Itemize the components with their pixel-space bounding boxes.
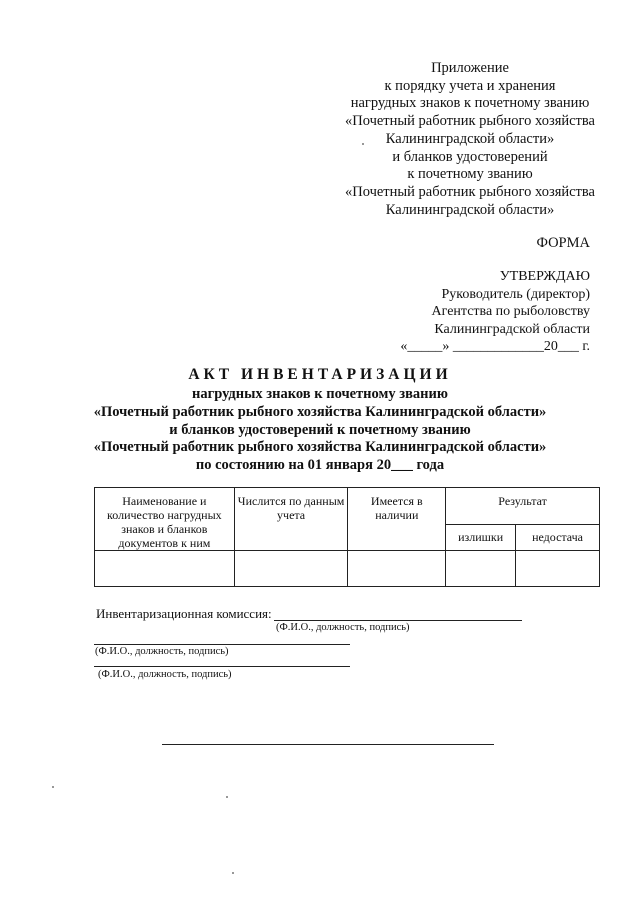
appendix-line: и бланков удостоверений: [392, 148, 548, 165]
act-title: АКТ ИНВЕНТАРИЗАЦИИ: [188, 366, 452, 383]
approval-line: Калининградской области: [434, 321, 590, 337]
table-row: [95, 551, 600, 587]
header-surplus: излишки: [446, 524, 516, 550]
table-cell: [446, 551, 516, 587]
table-cell: [516, 551, 600, 587]
appendix-line: к порядку учета и хранения: [384, 77, 556, 94]
commission-label: Инвентаризационная комиссия:: [96, 606, 272, 621]
appendix-line: Калининградской области»: [385, 130, 555, 147]
header-listed: Числится по данным учета: [234, 488, 348, 551]
approval-line: Агентства по рыболовству: [431, 304, 590, 319]
act-subtitle-line: нагрудных знаков к почетному званию: [192, 386, 448, 402]
header-result: Результат: [446, 488, 600, 525]
signature-caption: (Ф.И.О., должность, подпись): [98, 669, 232, 680]
approval-line: УТВЕРЖДАЮ: [499, 269, 590, 284]
approval-date-line: «_____» _____________20___ г.: [400, 339, 590, 354]
appendix-line: к почетному званию: [407, 166, 533, 183]
approval-line: Руководитель (директор): [441, 286, 590, 302]
header-name-qty: Наименование и количество нагрудных знаков и бланков документов к ним: [95, 488, 235, 551]
act-subtitle-line: «Почетный работник рыбного хозяйства Калининградской области»: [93, 439, 547, 456]
appendix-line: «Почетный работник рыбного хозяйства: [344, 183, 595, 200]
table-header-row: [95, 488, 600, 525]
signature-caption: (Ф.И.О., должность, подпись): [95, 646, 229, 657]
header-shortage: недостача: [516, 524, 600, 550]
inventory-table: [94, 487, 600, 587]
signature-line: [94, 666, 350, 667]
signature-line: [274, 620, 522, 621]
appendix-line: Приложение: [431, 60, 509, 76]
approval-block: [290, 268, 590, 356]
header-available: Имеется в наличии: [348, 488, 446, 551]
signature-line: [94, 644, 350, 645]
separator-line: [162, 744, 494, 745]
signature-caption: (Ф.И.О., должность, подпись): [276, 622, 410, 633]
act-subtitle-line: «Почетный работник рыбного хозяйства Калининградской области»: [93, 403, 547, 420]
appendix-line: Калининградской области»: [385, 201, 555, 218]
appendix-header: [300, 60, 640, 219]
scan-speck: [232, 872, 234, 874]
act-subtitle: [0, 386, 640, 475]
scan-speck: [226, 796, 228, 798]
table-cell: [348, 551, 446, 587]
table-cell: [95, 551, 235, 587]
scan-speck: [52, 786, 54, 788]
act-subtitle-line: по состоянию на 01 января 20___ года: [195, 457, 445, 474]
act-subtitle-line: и бланков удостоверений к почетному званию: [169, 421, 471, 438]
form-label: ФОРМА: [536, 235, 590, 251]
appendix-line: «Почетный работник рыбного хозяйства: [344, 113, 595, 130]
scan-speck: [362, 143, 364, 145]
table-cell: [234, 551, 348, 587]
appendix-line: нагрудных знаков к почетному званию: [350, 95, 590, 112]
